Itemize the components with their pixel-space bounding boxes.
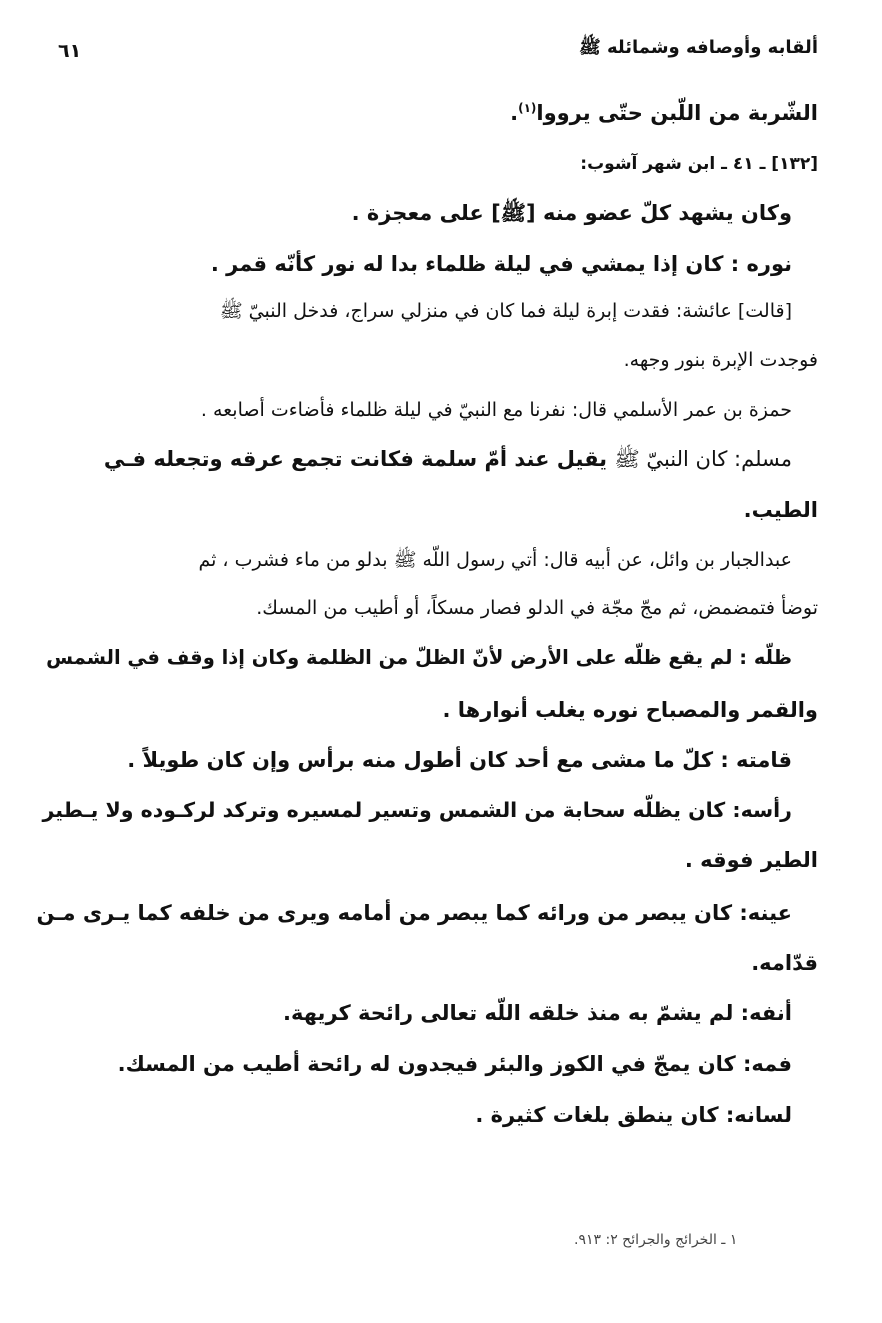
text-line (201, 401, 792, 420)
line-text-bold: يقيل عند أمّ سلمة فكانت تجمع عرقه وتجعله فـي (103, 447, 615, 471)
text-line (46, 648, 792, 668)
line-text: رأسه: كان يظلّه سحابة من الشمس وتسير لمسيره وتركد لركـوده ولا يـطير (42, 798, 792, 822)
text-line (220, 302, 792, 321)
text-line (104, 449, 792, 470)
text-line (443, 700, 819, 721)
line-text: [١٣٢] ـ ٤١ ـ ابن شهر آشوب: (580, 154, 818, 174)
line-text: قامته : كلّ ما مشى مع أحد كان أطول منه برأس وإن كان طويلاً . (127, 748, 792, 772)
line-text: لسانه: كان ينطق بلغات كثيرة . (475, 1103, 792, 1127)
text-line (475, 1105, 792, 1126)
line-text: توضأ فتمضمض، ثم مجّ مجّة في الدلو فصار مسكاً، أو أطيب من المسك. (256, 597, 818, 619)
text-line (352, 203, 792, 224)
line-text: حمزة بن عمر الأسلمي قال: نفرنا مع النبيّ في ليلة ظلماء فأضاءت أصابعه . (200, 399, 792, 421)
line-text: عينه: كان يبصر من ورائه كما يبصر من أمامه ويرى من خلفه كما يـرى مـن (36, 901, 792, 925)
text-line (43, 800, 792, 821)
footnote: ١ ـ الخرائج والجرائح ٢: ٩١٣. (574, 1232, 738, 1248)
text-line (127, 750, 792, 771)
text-line (744, 500, 818, 521)
line-text: قدّامه. (751, 951, 818, 975)
text-line (624, 351, 818, 370)
text-line (510, 102, 818, 124)
line-text: [قالت] عائشة: فقدت إبرة ليلة فما كان في منزلي سراج، فدخل النبيّ ﷺ (219, 300, 792, 322)
page-number: ٦١ (58, 40, 82, 62)
line-text: فوجدت الإبرة بنور وجهه. (623, 349, 818, 371)
line-text: نوره : كان إذا يمشي في ليلة ظلماء بدا له نور كأنّه قمر . (210, 252, 792, 276)
line-text: الطيب. (743, 498, 818, 522)
line-text: الشّربة من اللّبن حتّى يرووا (536, 101, 818, 125)
line-text: الطير فوقه . (684, 848, 818, 872)
line-text: مسلم: كان النبيّ ﷺ (614, 447, 792, 471)
text-line (283, 1003, 792, 1024)
running-title: ألقابه وأوصافه وشمائله ﷺ (578, 37, 818, 58)
text-line (118, 1054, 792, 1075)
text-line (685, 850, 818, 871)
line-text: والقمر والمصباح نوره يغلب أنوارها . (442, 698, 818, 722)
line-text: فمه: كان يمجّ في الكوز والبئر فيجدون له رائحة أطيب من المسك. (117, 1052, 792, 1076)
hadith-heading (580, 156, 818, 173)
text-line (256, 599, 818, 618)
text-line (198, 551, 792, 570)
line-text: ظلّه : لم يقع ظلّه على الأرض لأنّ الظلّ من الظلمة وكان إذا وقف في الشمس (46, 646, 792, 669)
line-text: عبدالجبار بن وائل، عن أبيه قال: أتي رسول اللّه ﷺ بدلو من ماء فشرب ، ثم (198, 549, 792, 571)
line-text: أنفه: لم يشمّ به منذ خلقه اللّه تعالى رائحة كريهة. (282, 1001, 792, 1025)
text-line (211, 254, 792, 275)
line-text: وكان يشهد كلّ عضو منه [ﷺ] على معجزة . (351, 201, 792, 225)
text-line (36, 903, 792, 924)
text-line (751, 953, 818, 974)
footnote-marker: (١) (518, 101, 537, 115)
line-text-tail: . (510, 101, 519, 125)
